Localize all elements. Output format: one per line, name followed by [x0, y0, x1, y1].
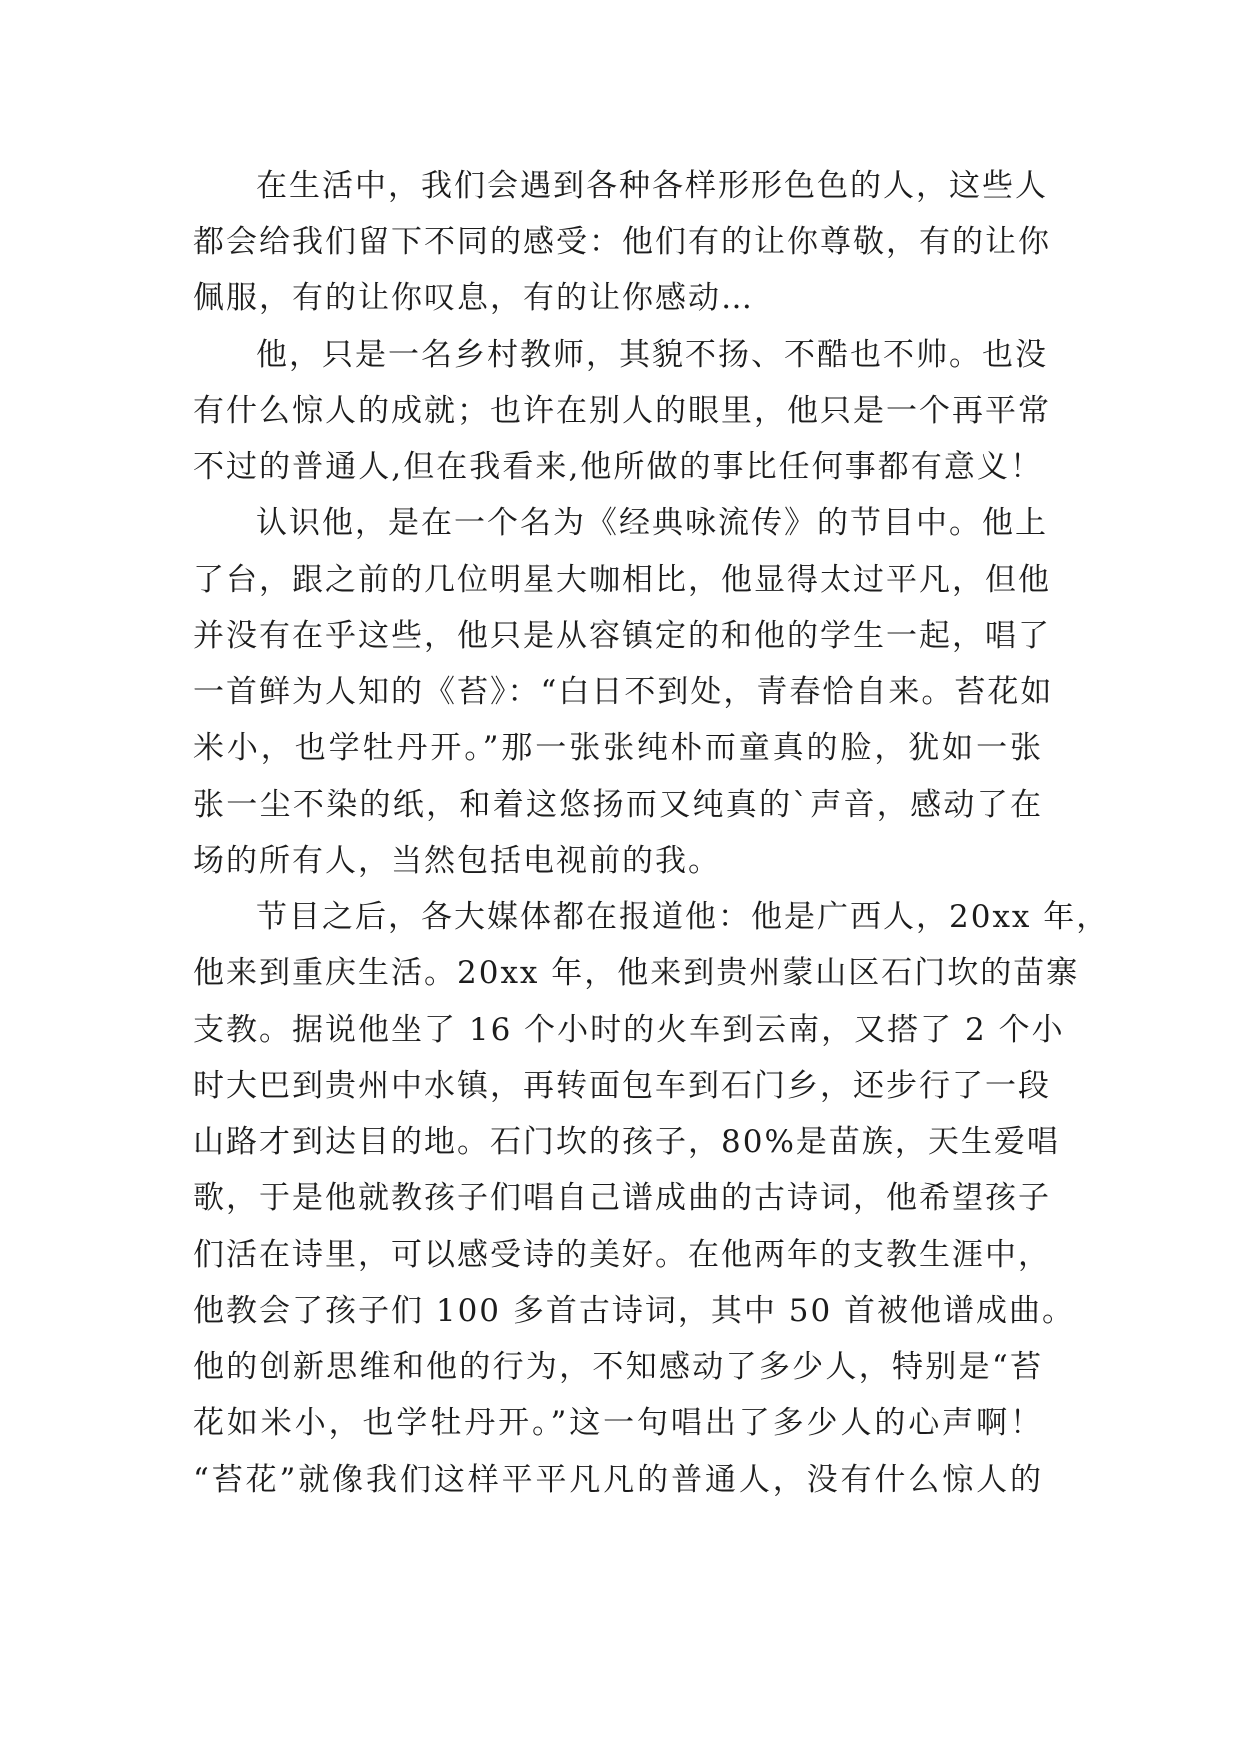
paragraph-1-line-1: 在生活中，我们会遇到各种各样形形色色的人，这些人 — [256, 168, 1048, 204]
paragraph-2-line-2: 有什么惊人的成就；也许在别人的眼里，他只是一个再平常 — [193, 393, 1051, 429]
paragraph-1-line-3: 佩服，有的让你叹息，有的让你感动… — [193, 280, 754, 316]
paragraph-4-line-6: 歌，于是他就教孩子们唱自己谱成曲的古诗词，他希望孩子 — [193, 1180, 1051, 1216]
paragraph-3-line-2: 了台，跟之前的几位明星大咖相比，他显得太过平凡，但他 — [193, 562, 1051, 598]
paragraph-3-line-7: 场的所有人，当然包括电视前的我。 — [193, 843, 721, 879]
paragraph-3-line-1: 认识他，是在一个名为《经典咏流传》的节目中。他上 — [256, 505, 1048, 541]
paragraph-4-line-10: 花如米小，也学牡丹开。”这一句唱出了多少人的心声啊！ — [193, 1405, 1043, 1441]
paragraph-4-line-2: 他来到重庆生活。20xx 年，他来到贵州蒙山区石门坎的苗寨 — [193, 955, 1080, 991]
paragraph-3-line-3: 并没有在乎这些，他只是从容镇定的和他的学生一起，唱了 — [193, 618, 1051, 654]
paragraph-2-line-3: 不过的普通人,但在我看来,他所做的事比任何事都有意义！ — [193, 449, 1043, 485]
paragraph-4-line-11: “苔花”就像我们这样平平凡凡的普通人，没有什么惊人的 — [193, 1462, 1043, 1498]
paragraph-4-line-4: 时大巴到贵州中水镇，再转面包车到石门乡，还步行了一段 — [193, 1068, 1051, 1104]
paragraph-2-line-1: 他，只是一名乡村教师，其貌不扬、不酷也不帅。也没 — [256, 337, 1048, 373]
paragraph-1-line-2: 都会给我们留下不同的感受：他们有的让你尊敬，有的让你 — [193, 224, 1051, 260]
paragraph-4-line-5: 山路才到达目的地。石门坎的孩子，80%是苗族，天生爱唱 — [193, 1124, 1060, 1160]
paragraph-4-line-7: 们活在诗里，可以感受诗的美好。在他两年的支教生涯中， — [193, 1237, 1051, 1273]
paragraph-4-line-8: 他教会了孩子们 100 多首古诗词，其中 50 首被他谱成曲。 — [193, 1293, 1076, 1329]
paragraph-3-line-4: 一首鲜为人知的《苔》：“白日不到处，青春恰自来。苔花如 — [193, 674, 1054, 710]
paragraph-4-line-9: 他的创新思维和他的行为，不知感动了多少人，特别是“苔 — [193, 1349, 1043, 1385]
paragraph-3-line-6: 张一尘不染的纸，和着这悠扬而又纯真的`声音，感动了在 — [193, 787, 1043, 823]
paragraph-4-line-3: 支教。据说他坐了 16 个小时的火车到云南，又搭了 2 个小 — [193, 1012, 1065, 1048]
paragraph-4-line-1: 节目之后，各大媒体都在报道他：他是广西人，20xx 年， — [256, 899, 1110, 935]
paragraph-3-line-5: 米小，也学牡丹开。”那一张张纯朴而童真的脸，犹如一张 — [193, 730, 1043, 766]
